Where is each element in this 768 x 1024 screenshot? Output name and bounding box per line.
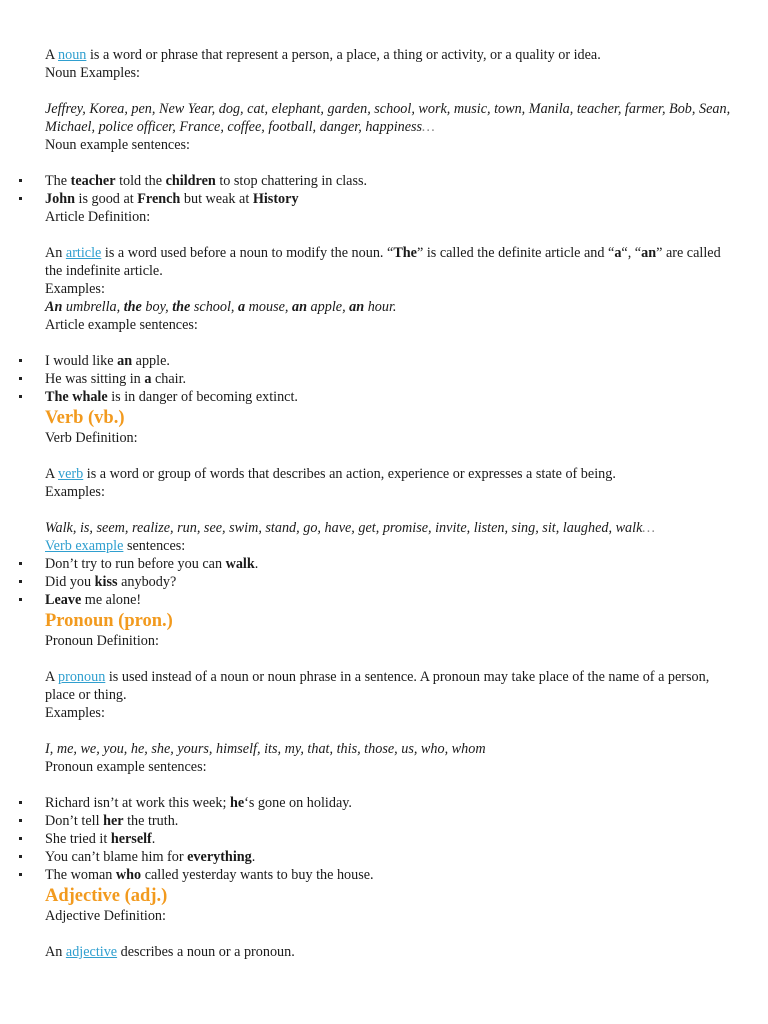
- adjective-link[interactable]: adjective: [65, 944, 118, 960]
- list-item: The woman who called yesterday wants to buy the house.: [45, 866, 735, 884]
- noun-examples: Jeffrey, Korea, pen, New Year, dog, cat, elephant, garden, school, work, music, town, Manila, teacher, farmer, Bob, Sean, Michael, police officer, France, coffee, football, danger, happiness…: [45, 101, 731, 135]
- list-item: Richard isn’t at work this week; he‘s gone on holiday.: [45, 794, 735, 812]
- list-item: Did you kiss anybody?: [45, 573, 735, 591]
- list-item: Leave me alone!: [45, 591, 735, 609]
- article-definition-label: Article Definition:: [45, 209, 151, 225]
- pronoun-sentences-label: Pronoun example sentences:: [45, 759, 207, 775]
- adjective-heading: Adjective (adj.): [45, 886, 168, 906]
- noun-sentences-label: Noun example sentences:: [45, 137, 190, 153]
- article-definition: An article is a word used before a noun to modify the noun. “The” is called the definite article and “a“, “an” are called the indefinite article.: [45, 245, 721, 279]
- article-link[interactable]: article: [65, 245, 102, 261]
- pronoun-link[interactable]: pronoun: [58, 669, 106, 685]
- verb-sentences-label: Verb example sentences:: [45, 538, 186, 554]
- noun-sentence-list: [45, 172, 735, 208]
- document-body: [45, 46, 735, 961]
- verb-examples-label: Examples:: [45, 484, 105, 500]
- verb-definition: A verb is a word or group of words that describes an action, experience or expresses a state of being.: [45, 466, 616, 482]
- article-sentence-list: [45, 352, 735, 406]
- article-examples: An umbrella, the boy, the school, a mouse, an apple, an hour.: [45, 299, 397, 315]
- pronoun-examples: I, me, we, you, he, she, yours, himself, its, my, that, this, those, us, who, whom: [45, 741, 486, 757]
- verb-example-link[interactable]: Verb example: [45, 538, 124, 554]
- pronoun-sentence-list: [45, 794, 735, 884]
- list-item: You can’t blame him for everything.: [45, 848, 735, 866]
- list-item: I would like an apple.: [45, 352, 735, 370]
- noun-definition: A noun is a word or phrase that represent a person, a place, a thing or activity, or a quality or idea.: [45, 47, 601, 63]
- list-item: He was sitting in a chair.: [45, 370, 735, 388]
- list-item: She tried it herself.: [45, 830, 735, 848]
- adjective-definition: An adjective describes a noun or a pronoun.: [45, 944, 295, 960]
- pronoun-heading: Pronoun (pron.): [45, 611, 173, 631]
- noun-link[interactable]: noun: [58, 47, 87, 63]
- pronoun-definition-label: Pronoun Definition:: [45, 633, 159, 649]
- list-item: The teacher told the children to stop chattering in class.: [45, 172, 735, 190]
- list-item: Don’t tell her the truth.: [45, 812, 735, 830]
- verb-definition-label: Verb Definition:: [45, 430, 138, 446]
- pronoun-definition: A pronoun is used instead of a noun or noun phrase in a sentence. A pronoun may take place of the name of a person, place or thing.: [45, 669, 710, 703]
- verb-sentence-list: [45, 555, 735, 609]
- list-item: John is good at French but weak at History: [45, 190, 735, 208]
- article-examples-label: Examples:: [45, 281, 105, 297]
- verb-examples: Walk, is, seem, realize, run, see, swim, stand, go, have, get, promise, invite, listen, sing, sit, laughed, walk…: [45, 520, 656, 536]
- verb-link[interactable]: verb: [58, 466, 84, 482]
- verb-heading: Verb (vb.): [45, 408, 125, 428]
- pronoun-examples-label: Examples:: [45, 705, 105, 721]
- article-sentences-label: Article example sentences:: [45, 317, 198, 333]
- list-item: Don’t try to run before you can walk.: [45, 555, 735, 573]
- list-item: The whale is in danger of becoming extinct.: [45, 388, 735, 406]
- adjective-definition-label: Adjective Definition:: [45, 908, 166, 924]
- noun-examples-label: Noun Examples:: [45, 65, 140, 81]
